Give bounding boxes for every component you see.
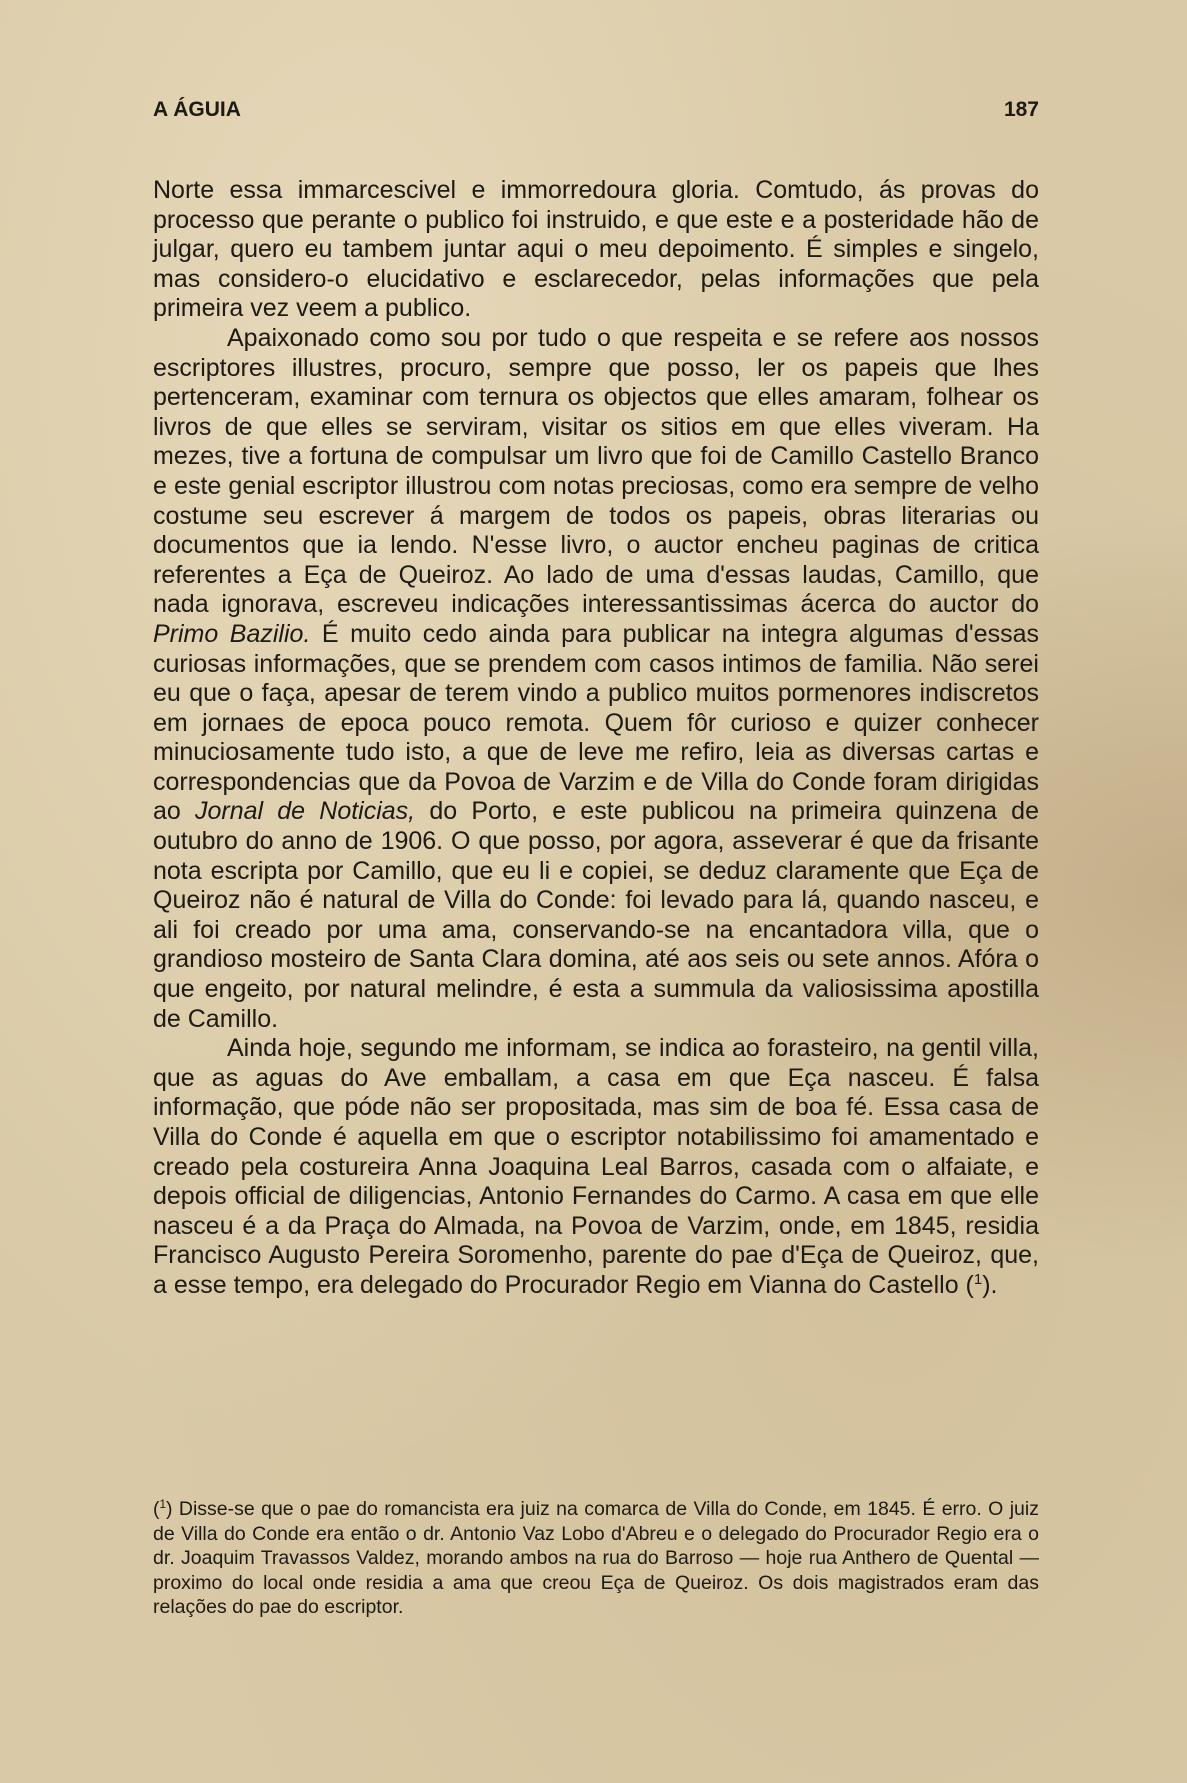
paragraph-3-text: Ainda hoje, segundo me informam, se indica ao forasteiro, na gentil villa, que as aguas do Ave emballam, a casa em que Eça nasceu. É falsa informação, que póde não ser propositada, mas sim de boa fé. Essa casa de Villa do Conde é aquella em que o escriptor notabilissimo foi amamentado e creado pela costureira Anna Joaquina Leal Barros, casada com o alfaiate, e depois official de diligencias, Antonio Fernandes do Carmo. A casa em que elle nasceu é a da Praça do Almada, na Povoa de Varzim, onde, em 1845, residia Francisco Augusto Pereira Soromenho, parente do pae d'Eça de Queiroz, que, a esse tempo, era delegado do Procurador Regio em Vianna do Castello ( bbox=[153, 1034, 1039, 1299]
footnote-marker: 1 bbox=[159, 1497, 167, 1511]
footnote-text: Disse-se que o pae do romancista era juiz na comarca de Villa do Conde, em 1845. É erro. O juiz de Villa do Conde era então o dr. Antonio Vaz Lobo d'Abreu e o delegado do Procurador Regio era o dr. Joaquim Travassos Valdez, morando ambos na rua do Barroso — hoje rua Anthero de Quental — proximo do local onde residia a ama que creou Eça de Queiroz. Os dois magistrados eram das relações do pae do escriptor. bbox=[153, 1498, 1039, 1618]
paragraph-1-text: Norte essa immarcescivel e immorredoura gloria. Comtudo, ás provas do processo que perante o publico foi instruido, e que este e a posteridade hão de julgar, quero eu tambem juntar aqui o meu depoimento. É simples e singelo, mas considero-o elucidativo e esclarecedor, pelas informações que pela primeira vez veem a publico. bbox=[153, 176, 1039, 323]
book-title-primo-bazilio: Primo Bazilio. bbox=[153, 619, 311, 648]
footnote-reference: 1 bbox=[973, 1270, 983, 1288]
journal-title: A ÁGUIA bbox=[153, 98, 241, 121]
page-number: 187 bbox=[1003, 98, 1039, 121]
paragraph-3 bbox=[153, 1034, 1039, 1300]
newspaper-title: Jornal de Noticias, bbox=[195, 797, 416, 826]
footnote bbox=[153, 1497, 1039, 1620]
footnote-paragraph: ($^1$) Disse-se que o pae do romancista era juiz na comarca de Villa do Conde, em 1845. É erro. O juiz de Villa do Conde era então o dr. Antonio Vaz Lobo d'Abreu e o delegado do Procurador Regio era o dr. Joaquim Travassos Valdez, morando ambos na rua do Barroso — hoje rua Anthero de Quental — proximo do local onde residia a ama que creou Eça de Queiroz. Os dois magistrados eram das relações do pae do escriptor. bbox=[153, 1497, 1039, 1618]
paragraph-2-text-c: do Porto, e este publicou na primeira quinzena de outubro do anno de 1906. O que posso, por agora, asseverar é que da frisante nota escripta por Camillo, que eu li e copiei, se deduz claramente que Eça de Queiroz não é natural de Villa do Conde: foi levado para lá, quando nasceu, e ali foi creado por uma ama, conservando-se na encantadora villa, que o grandioso mosteiro de Santa Clara domina, até aos seis ou sete annos. Afóra o que engeito, por natural melindre, é esta a summula da valiosissima apostilla de Camillo. bbox=[153, 797, 1039, 1033]
paragraph-2-text-b: É muito cedo ainda para publicar na integra algumas d'essas curiosas informações, que se prendem com casos intimos de familia. Não serei eu que o faça, apesar de terem vindo a publico muitos pormenores indiscretos em jornaes de epoca pouco remota. Quem fôr curioso e quizer conhecer minuciosamente tudo isto, a que de leve me refiro, leia as diversas cartas e correspondencias que da Povoa de Varzim e de Villa do Conde foram dirigidas ao bbox=[153, 619, 1039, 826]
paragraph-3-end: ). bbox=[982, 1270, 998, 1299]
paragraph-2 bbox=[153, 324, 1039, 1034]
main-text bbox=[153, 176, 1039, 1301]
paragraph-2-text-a: Apaixonado como sou por tudo o que respeita e se refere aos nossos escriptores illustres, procuro, sempre que posso, ler os papeis que lhes pertenceram, examinar com ternura os objectos que elles amaram, folhear os livros de que elles se serviram, visitar os sitios em que elles viveram. Ha mezes, tive a fortuna de compulsar um livro que foi de Camillo Castello Branco e este genial escriptor illustrou com notas preciosas, como era sempre de velho costume seu escrever á margem de todos os papeis, obras literarias ou documentos que ia lendo. N'esse livro, o auctor encheu paginas de critica referentes a Eça de Queiroz. Ao lado de uma d'essas laudas, Camillo, que nada ignorava, escreveu indicações interessantissimas ácerca do auctor do bbox=[153, 323, 1039, 619]
paragraph-1 bbox=[153, 176, 1039, 324]
running-header bbox=[153, 95, 1039, 125]
